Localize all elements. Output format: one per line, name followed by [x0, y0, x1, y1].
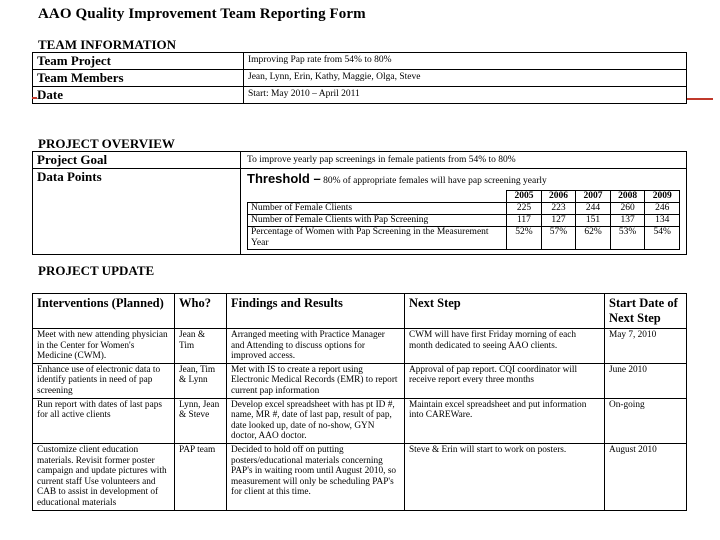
data-metric-row — [248, 203, 680, 215]
metric-name: Number of Female Clients with Pap Screening — [248, 215, 507, 227]
findings-cell: Arranged meeting with Practice Manager and Attending to discuss options for improved access. — [227, 329, 405, 364]
team-project-row — [33, 53, 687, 70]
metric-value: 260 — [610, 203, 645, 215]
column-header-next-step: Next Step — [405, 294, 605, 329]
data-year-header-row — [248, 191, 680, 203]
start-date-cell: May 7, 2010 — [605, 329, 687, 364]
team-project-value: Improving Pap rate from 54% to 80% — [244, 53, 687, 70]
intervention-cell: Run report with dates of last paps for all active clients — [33, 398, 175, 443]
start-date-cell: On-going — [605, 398, 687, 443]
update-row — [33, 363, 687, 398]
metric-value: 223 — [541, 203, 576, 215]
metric-value: 244 — [576, 203, 611, 215]
threshold-label: Threshold – — [247, 171, 321, 186]
metric-value: 117 — [507, 215, 542, 227]
update-row — [33, 329, 687, 364]
data-points-label: Data Points — [33, 169, 241, 255]
update-row — [33, 443, 687, 510]
metric-value: 57% — [541, 227, 576, 250]
threshold-line — [247, 171, 680, 190]
data-year-header: 2009 — [645, 191, 680, 203]
project-goal-label: Project Goal — [33, 152, 241, 169]
who-cell: PAP team — [175, 443, 227, 510]
team-members-label: Team Members — [33, 70, 244, 87]
data-metric-row — [248, 215, 680, 227]
next-step-cell: Approval of pap report. CQI coordinator will receive report every three months — [405, 363, 605, 398]
team-members-value: Jean, Lynn, Erin, Kathy, Maggie, Olga, Steve — [244, 70, 687, 87]
next-step-cell: Steve & Erin will start to work on posters. — [405, 443, 605, 510]
column-header-who: Who? — [175, 294, 227, 329]
update-row — [33, 398, 687, 443]
metric-value: 137 — [610, 215, 645, 227]
who-cell: Jean, Tim & Lynn — [175, 363, 227, 398]
intervention-cell: Meet with new attending physician in the Center for Women's Medicine (CWM). — [33, 329, 175, 364]
red-marker-right — [687, 98, 713, 100]
data-year-header: 2007 — [576, 191, 611, 203]
project-overview-heading: PROJECT OVERVIEW — [38, 136, 175, 151]
data-year-header: 2006 — [541, 191, 576, 203]
data-points-row — [33, 169, 687, 255]
metric-value: 53% — [610, 227, 645, 250]
metric-value: 54% — [645, 227, 680, 250]
column-header-interventions: Interventions (Planned) — [33, 294, 175, 329]
update-header-row — [33, 294, 687, 329]
metric-value: 246 — [645, 203, 680, 215]
team-information-heading: TEAM INFORMATION — [38, 37, 177, 52]
data-header-blank — [248, 191, 507, 203]
red-marker-left — [32, 97, 37, 99]
intervention-cell: Customize client education materials. Revisit former poster campaign and update pictures with current staff Use volunteers and CAB to assist in development of educational materials — [33, 443, 175, 510]
metric-name: Percentage of Women with Pap Screening in the Measurement Year — [248, 227, 507, 250]
project-update-heading: PROJECT UPDATE — [38, 263, 155, 278]
project-goal-row — [33, 152, 687, 169]
form-title: AAO Quality Improvement Team Reporting Form — [38, 6, 366, 22]
findings-cell: Develop excel spreadsheet with has pt ID #, name, MR #, date of last pap, result of pap, date looked up, date of no-show, GYN doctor, AAO doctor. — [227, 398, 405, 443]
data-points-cell — [241, 169, 687, 255]
column-header-findings: Findings and Results — [227, 294, 405, 329]
intervention-cell: Enhance use of electronic data to identify patients in need of pap screening — [33, 363, 175, 398]
data-points-table — [247, 190, 680, 250]
data-metric-row — [248, 227, 680, 250]
findings-cell: Decided to hold off on putting posters/educational materials concerning PAP's in waiting room until August 2010, so measurement will only be scheduling PAP's for client at this time. — [227, 443, 405, 510]
who-cell: Jean & Tim — [175, 329, 227, 364]
project-update-table — [32, 293, 687, 511]
metric-value: 225 — [507, 203, 542, 215]
start-date-cell: August 2010 — [605, 443, 687, 510]
team-information-table — [32, 52, 687, 104]
next-step-cell: CWM will have first Friday morning of each month dedicated to seeing AAO clients. — [405, 329, 605, 364]
date-label: Date — [33, 87, 244, 104]
data-year-header: 2005 — [507, 191, 542, 203]
project-overview-table — [32, 151, 687, 255]
metric-name: Number of Female Clients — [248, 203, 507, 215]
data-year-header: 2008 — [610, 191, 645, 203]
metric-value: 151 — [576, 215, 611, 227]
who-cell: Lynn, Jean & Steve — [175, 398, 227, 443]
metric-value: 52% — [507, 227, 542, 250]
metric-value: 62% — [576, 227, 611, 250]
team-project-label: Team Project — [33, 53, 244, 70]
next-step-cell: Maintain excel spreadsheet and put information into CAREWare. — [405, 398, 605, 443]
column-header-start-date: Start Date of Next Step — [605, 294, 687, 329]
team-members-row — [33, 70, 687, 87]
threshold-text: 80% of appropriate females will have pap screening yearly — [323, 176, 547, 186]
date-row — [33, 87, 687, 104]
metric-value: 127 — [541, 215, 576, 227]
findings-cell: Met with IS to create a report using Electronic Medical Records (EMR) to report current pap information — [227, 363, 405, 398]
metric-value: 134 — [645, 215, 680, 227]
start-date-cell: June 2010 — [605, 363, 687, 398]
date-value: Start: May 2010 – April 2011 — [244, 87, 687, 104]
project-goal-value: To improve yearly pap screenings in female patients from 54% to 80% — [241, 152, 687, 169]
